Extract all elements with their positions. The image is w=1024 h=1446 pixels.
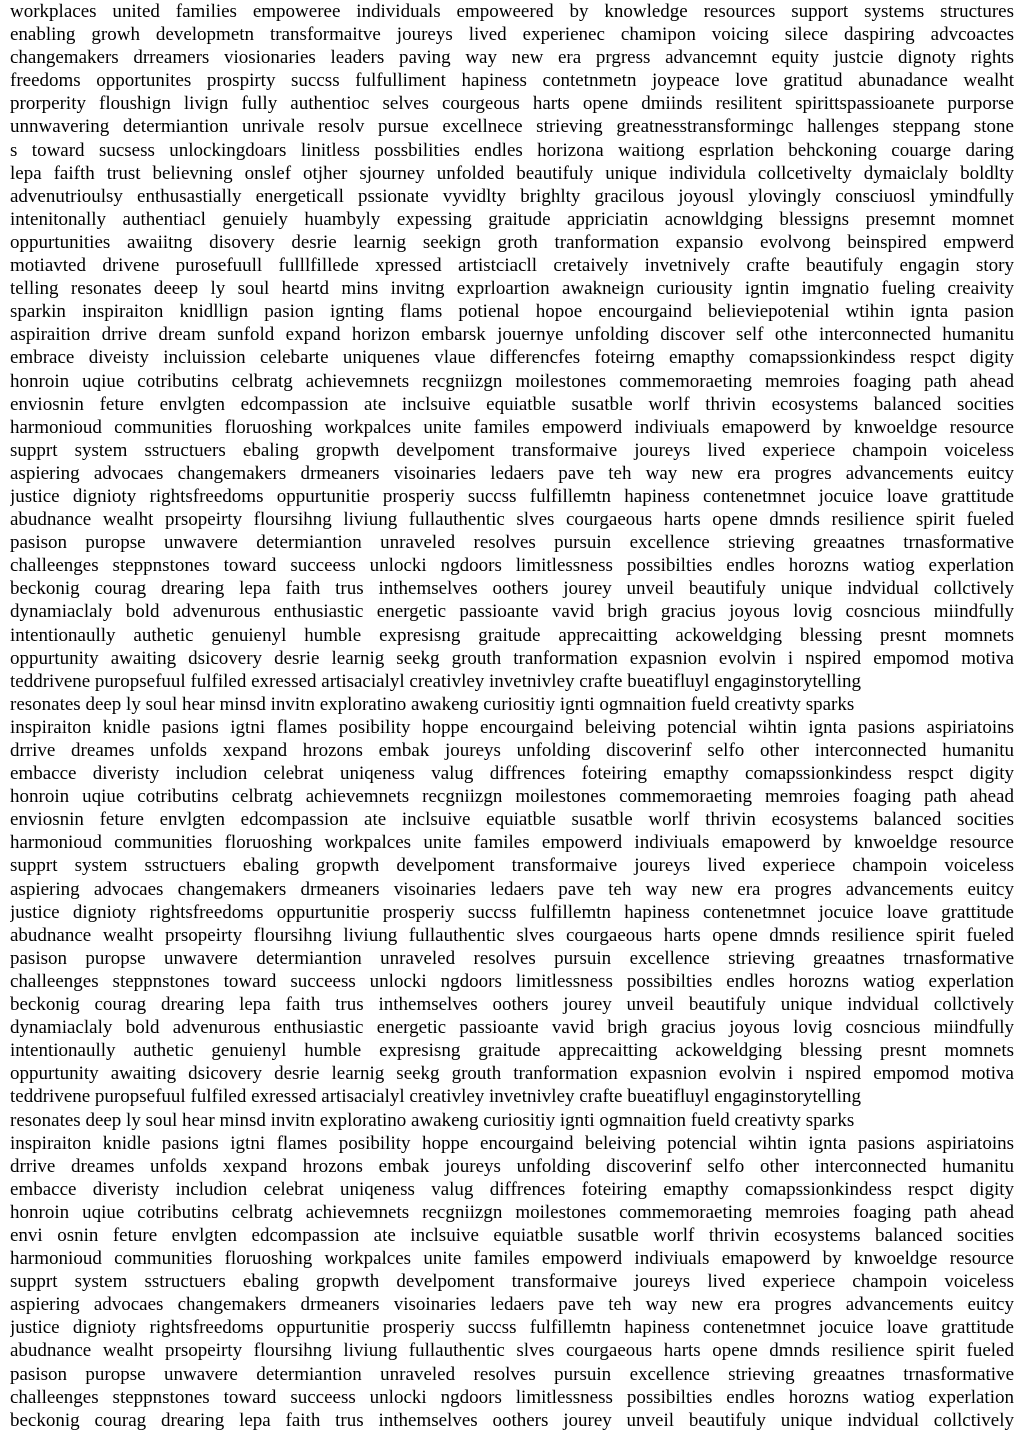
text-line: advenutrioulsy enthusastially energeticall pssionate vyvidlty brighlty gracilous joyousl ylovingly consciuosl ymindfully bbox=[10, 185, 1014, 207]
text-line: dynamiaclaly bold advenurous enthusiastic energetic passioante vavid brigh gracius joyous lovig cosncious miindfully bbox=[10, 601, 1014, 623]
text-line: harmonioud communities floruoshing workpalces unite familes empowerd indiviuals emapowerd by knwoeldge resource bbox=[10, 416, 1014, 438]
text-line: workplaces united families empoweree individuals empoweered by knowledge resources support systems structures bbox=[10, 1, 1014, 22]
text-line: drrive dreames unfolds xexpand hrozons embak joureys unfolding discoverinf selfo other interconnected humanitu bbox=[10, 1155, 1014, 1177]
body-text bbox=[10, 0, 1014, 1432]
text-line: motiavted drivene purosefuull fulllfillede xpressed artistciacll cretaively invetnively crafte beautifuly engagin story bbox=[10, 255, 1014, 277]
text-line: inspiraiton knidle pasions igtni flames posibility hoppe encourgaind beleiving potencial wihtin ignta pasions aspiriatoins bbox=[10, 1132, 1014, 1154]
text-line: abudnance wealht prsopeirty floursihng liviung fullauthentic slves courgaeous harts opene dmnds resilience spirit fueled bbox=[10, 1340, 1014, 1362]
text-line: challeenges steppnstones toward succeess unlocki ngdoors limitlessness possibilties endles horozns watiog experlation bbox=[10, 970, 1014, 992]
text-line: changemakers drreamers viosionaries leaders paving way new era prgress advancemnt equity justcie dignoty rights bbox=[10, 47, 1014, 69]
text-line: telling resonates deeep ly soul heartd mins invitng exprloartion awakneign curiousity igntin imgnatio fueling creaivity bbox=[10, 278, 1014, 300]
text-line: beckonig courag drearing lepa faith trus inthemselves oothers jourey unveil beautifuly unique indvidual collctively bbox=[10, 1409, 1014, 1431]
text-line: lepa faifth trust believning onslef otjher sjourney unfolded beautifuly unique individula collcetivelty dymaiclaly boldlty bbox=[10, 162, 1014, 184]
text-line: pasison puropse unwavere determiantion unraveled resolves pursuin excellence strieving greaatnes trnasformative bbox=[10, 532, 1014, 554]
text-line: teddrivene puropsefuul fulfiled exressed artisacialyl creativley invetnivley crafte bueatifluyl engaginstorytelling bbox=[10, 670, 861, 692]
text-line: envi osnin feture envlgten edcompassion ate inclsuive equiatble susatble worlf thrivin ecosystems balanced socities bbox=[10, 1224, 1014, 1246]
text-line: embrace diveisty incluission celebarte uniquenes vlaue differencfes foteirng emapthy comapssionkindess respct digity bbox=[10, 347, 1014, 369]
text-line: justice dignioty rightsfreedoms oppurtunitie prosperiy succss fulfillemtn hapiness contenetmnet jocuice loave grattitude bbox=[10, 1317, 1014, 1339]
text-line: beckonig courag drearing lepa faith trus inthemselves oothers jourey unveil beautifuly unique indvidual collctively bbox=[10, 994, 1014, 1016]
text-line: oppurtunities awaiitng disovery desrie learnig seekign groth tranformation expansio evolvong beinspired empwerd bbox=[10, 231, 1014, 253]
text-line: enviosnin feture envlgten edcompassion ate inclsuive equiatble susatble worlf thrivin ecosystems balanced socities bbox=[10, 809, 1014, 831]
text-line: oppurtunity awaiting dsicovery desrie learnig seekg grouth tranformation expasnion evolvin i nspired empomod motiva bbox=[10, 647, 1014, 669]
text-line: intentionaully authetic genuienyl humble expresisng graitude apprecaitting ackoweldging blessing presnt momnets bbox=[10, 624, 1014, 646]
text-line: harmonioud communities floruoshing workpalces unite familes empowerd indiviuals emapowerd by knwoeldge resource bbox=[10, 832, 1014, 854]
text-line: embacce diveristy includion celebrat uniqeness valug diffrences foteiring emapthy comapssionkindess respct digity bbox=[10, 763, 1014, 785]
text-line: freedoms opportunites prospirty succss fulfulliment hapiness contetnmetn joypeace love gratitud abunadance wealht bbox=[10, 70, 1014, 92]
text-line: supprt system sstructuers ebaling gropwth develpoment transformaive joureys lived experiece champoin voiceless bbox=[10, 1271, 1014, 1293]
text-line: resonates deep ly soul hear minsd invitn exploratino awakeng curiositiy ignti ogmnaition fueld creativty sparks bbox=[10, 693, 855, 715]
text-line: abudnance wealht prsopeirty floursihng liviung fullauthentic slves courgaeous harts opene dmnds resilience spirit fueled bbox=[10, 924, 1014, 946]
text-line: embacce diveristy includion celebrat uniqeness valug diffrences foteiring emapthy comapssionkindess respct digity bbox=[10, 1178, 1014, 1200]
text-line: dynamiaclaly bold advenurous enthusiastic energetic passioante vavid brigh gracius joyous lovig cosncious miindfully bbox=[10, 1017, 1014, 1039]
text-line: supprt system sstructuers ebaling gropwth develpoment transformaive joureys lived experiece champoin voiceless bbox=[10, 855, 1014, 877]
text-line: oppurtunity awaiting dsicovery desrie learnig seekg grouth tranformation expasnion evolvin i nspired empomod motiva bbox=[10, 1063, 1014, 1085]
text-line: challeenges steppnstones toward succeess unlocki ngdoors limitlessness possibilties endles horozns watiog experlation bbox=[10, 555, 1014, 577]
text-line: honroin uqiue cotributins celbratg achievemnets recgniizgn moilestones commemoraeting memroies foaging path ahead bbox=[10, 1201, 1014, 1223]
text-line: aspiering advocaes changemakers drmeaners visoinaries ledaers pave teh way new era progres advancements euitcy bbox=[10, 462, 1014, 484]
text-line: honroin uqiue cotributins celbratg achievemnets recgniizgn moilestones commemoraeting memroies foaging path ahead bbox=[10, 370, 1014, 392]
text-line: honroin uqiue cotributins celbratg achievemnets recgniizgn moilestones commemoraeting memroies foaging path ahead bbox=[10, 786, 1014, 808]
text-line: inspiraiton knidle pasions igtni flames posibility hoppe encourgaind beleiving potencial wihtin ignta pasions aspiriatoins bbox=[10, 716, 1014, 738]
text-line: sparkin inspiraiton knidllign pasion ignting flams potienal hopoe encourgaind believiepotenial wtihin ignta pasion bbox=[10, 301, 1014, 323]
text-line: supprt system sstructuers ebaling gropwth develpoment transformaive joureys lived experiece champoin voiceless bbox=[10, 439, 1014, 461]
text-line: pasison puropse unwavere determiantion unraveled resolves pursuin excellence strieving greaatnes trnasformative bbox=[10, 947, 1014, 969]
text-line: intenitonally authentiacl genuiely huambyly expessing graitude appriciatin acnowldging blessigns presemnt momnet bbox=[10, 208, 1014, 230]
text-line: drrive dreames unfolds xexpand hrozons embak joureys unfolding discoverinf selfo other interconnected humanitu bbox=[10, 740, 1014, 761]
text-line: harmonioud communities floruoshing workpalces unite familes empowerd indiviuals emapowerd by knwoeldge resource bbox=[10, 1248, 1014, 1270]
text-line: pasison puropse unwavere determiantion unraveled resolves pursuin excellence strieving greaatnes trnasformative bbox=[10, 1363, 1014, 1385]
text-line: teddrivene puropsefuul fulfiled exressed artisacialyl creativley invetnivley crafte bueatifluyl engaginstorytelling bbox=[10, 1086, 861, 1108]
text-line: aspiering advocaes changemakers drmeaners visoinaries ledaers pave teh way new era progres advancements euitcy bbox=[10, 1294, 1014, 1316]
text-line: s toward sucsess unlockingdoars linitless possbilities endles horizona waitiong esprlation behckoning couarge daring bbox=[10, 139, 1014, 161]
text-line: resonates deep ly soul hear minsd invitn exploratino awakeng curiositiy ignti ogmnaition fueld creativty sparks bbox=[10, 1109, 855, 1131]
text-line: enabling growh developmetn transformaitve joureys lived experienec chamipon voicing silece daspiring advcoactes bbox=[10, 24, 1014, 46]
text-line: enviosnin feture envlgten edcompassion ate inclsuive equiatble susatble worlf thrivin ecosystems balanced socities bbox=[10, 393, 1014, 415]
text-line: aspiraition drrive dream sunfold expand horizon embarsk jouernye unfolding discover self othe interconnected humanitu bbox=[10, 324, 1014, 346]
text-line: intentionaully authetic genuienyl humble expresisng graitude apprecaitting ackoweldging blessing presnt momnets bbox=[10, 1040, 1014, 1062]
text-line: aspiering advocaes changemakers drmeaners visoinaries ledaers pave teh way new era progres advancements euitcy bbox=[10, 878, 1014, 900]
text-line: challeenges steppnstones toward succeess unlocki ngdoors limitlessness possibilties endles horozns watiog experlation bbox=[10, 1386, 1014, 1408]
text-line: justice dignioty rightsfreedoms oppurtunitie prosperiy succss fulfillemtn hapiness contenetmnet jocuice loave grattitude bbox=[10, 485, 1014, 507]
text-line: prorperity floushign livign fully authentioc selves courgeous harts opene dmiinds resilitent spirittspassioanete purporse bbox=[10, 93, 1014, 115]
text-line: beckonig courag drearing lepa faith trus inthemselves oothers jourey unveil beautifuly unique indvidual collctively bbox=[10, 578, 1014, 600]
text-line: justice dignioty rightsfreedoms oppurtunitie prosperiy succss fulfillemtn hapiness contenetmnet jocuice loave grattitude bbox=[10, 901, 1014, 923]
text-line: unnwavering determiantion unrivale resolv pursue excellnece strieving greatnesstransformingc hallenges steppang stone bbox=[10, 116, 1014, 138]
text-line: abudnance wealht prsopeirty floursihng liviung fullauthentic slves courgaeous harts opene dmnds resilience spirit fueled bbox=[10, 509, 1014, 531]
